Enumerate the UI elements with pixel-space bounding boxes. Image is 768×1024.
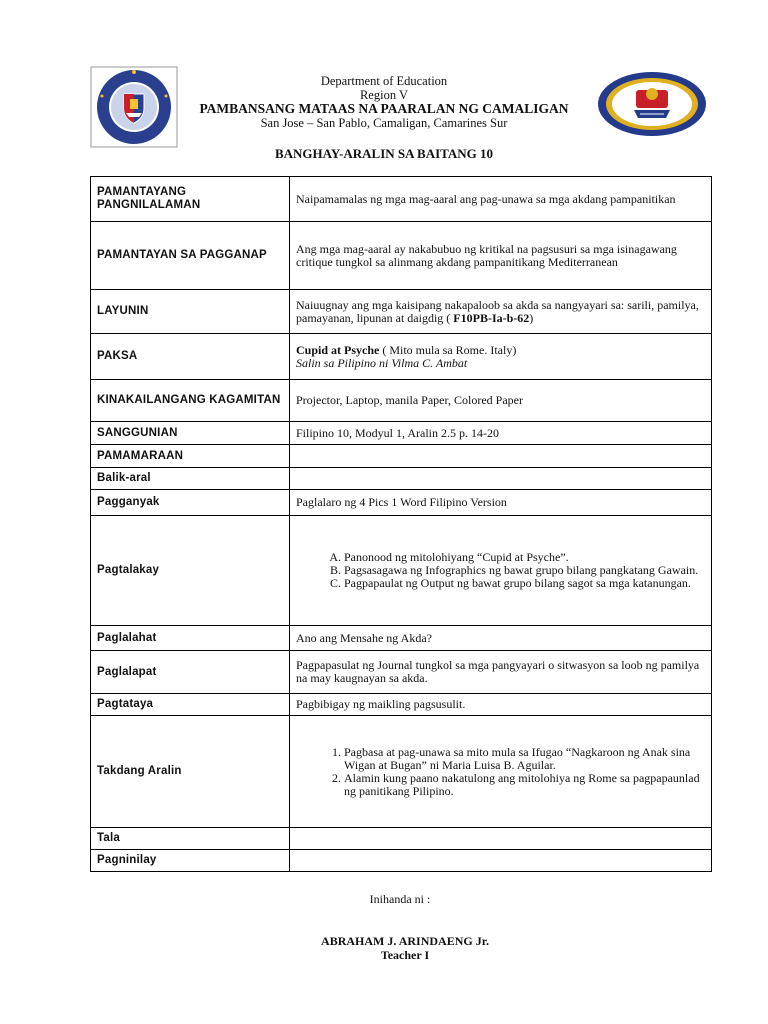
table-row	[91, 380, 712, 422]
table-row	[91, 445, 712, 468]
topic-origin: ( Mito mula sa Rome. Italy)	[379, 342, 517, 357]
row-value	[290, 445, 712, 468]
lesson-plan-table	[90, 176, 712, 872]
school-address: San Jose – San Pablo, Camaligan, Camarines Sur	[260, 116, 508, 130]
signatory-position: Teacher I	[380, 948, 430, 962]
row-value: Paglalaro ng 4 Pics 1 Word Filipino Version	[290, 490, 712, 516]
list-item: 2. Alamin kung paano nakatulong ang mitolohiya ng Rome sa pagpapaunlad ng panitikang Pilipino.	[344, 772, 705, 798]
assignment-list	[296, 746, 705, 798]
row-label: PAMANTAYAN SA PAGGANAP	[91, 222, 290, 290]
row-label: Pagtalakay	[91, 516, 290, 626]
row-label: Balik-aral	[91, 468, 290, 490]
department-name: Department of Education	[320, 74, 448, 88]
prepared-by-label: Inihanda ni :	[369, 892, 431, 906]
row-label: PAMANTAYANG PANGNILALAMAN	[91, 177, 290, 222]
list-item: B. Pagsasagawa ng Infographics ng bawat grupo bilang pangkatang Gawain.	[344, 564, 705, 577]
list-item: A. Panonood ng mitolohiyang “Cupid at Psyche”.	[344, 551, 705, 564]
competency-code: F10PB-Ia-b-62	[453, 310, 530, 325]
row-label: Paglalahat	[91, 626, 290, 651]
row-value: Pagbibigay ng maikling pagsusulit.	[290, 694, 712, 716]
row-label: SANGGUNIAN	[91, 422, 290, 445]
topic-translator: Salin sa Pilipino ni Vilma C. Ambat	[296, 355, 468, 370]
row-label: PAMAMARAAN	[91, 445, 290, 468]
row-value	[290, 468, 712, 490]
row-value	[290, 290, 712, 334]
table-row	[91, 290, 712, 334]
row-value: Ang mga mag-aaral ay nakabubuo ng kritikal na pagsusuri sa mga isinagawang critique tungkol sa alinmang akdang pampanitikang Mediterranean	[290, 222, 712, 290]
school-name: PAMBANSANG MATAAS NA PAARALAN NG CAMALIGAN	[199, 101, 569, 116]
row-label: Pagtataya	[91, 694, 290, 716]
row-value	[290, 828, 712, 850]
table-row	[91, 468, 712, 490]
row-label: Pagninilay	[91, 850, 290, 872]
row-value	[290, 850, 712, 872]
row-value	[290, 716, 712, 828]
row-label: Pagganyak	[91, 490, 290, 516]
table-row	[91, 516, 712, 626]
row-label: LAYUNIN	[91, 290, 290, 334]
table-row	[91, 334, 712, 380]
table-row	[91, 651, 712, 694]
row-label: KINAKAILANGANG KAGAMITAN	[91, 380, 290, 422]
row-label: Paglalapat	[91, 651, 290, 694]
row-value: Filipino 10, Modyul 1, Aralin 2.5 p. 14-20	[290, 422, 712, 445]
signatory-name: ABRAHAM J. ARINDAENG Jr.	[321, 934, 489, 948]
row-value	[290, 334, 712, 380]
table-row	[91, 850, 712, 872]
document-header	[0, 74, 768, 130]
table-row	[91, 626, 712, 651]
table-row	[91, 694, 712, 716]
row-label: PAKSA	[91, 334, 290, 380]
list-item: C. Pagpapaulat ng Output ng bawat grupo bilang sagot sa mga katanungan.	[344, 577, 705, 590]
table-row	[91, 490, 712, 516]
topic-title: Cupid at Psyche	[296, 342, 380, 357]
row-value	[290, 516, 712, 626]
objective-close: )	[529, 310, 534, 325]
row-value: Naipamamalas ng mga mag-aaral ang pag-unawa sa mga akdang pampanitikan	[290, 177, 712, 222]
document-title: BANGHAY-ARALIN SA BAITANG 10	[274, 146, 494, 161]
row-value: Ano ang Mensahe ng Akda?	[290, 626, 712, 651]
region-name: Region V	[359, 88, 409, 102]
objective-text: Naiuugnay ang mga kaisipang nakapaloob sa akda sa nangyayari sa: sarili, pamilya, pamayanan, lipunan at daigdig (	[296, 297, 699, 325]
row-value: Projector, Laptop, manila Paper, Colored Paper	[290, 380, 712, 422]
table-row	[91, 828, 712, 850]
row-label: Tala	[91, 828, 290, 850]
table-row	[91, 422, 712, 445]
table-row	[91, 222, 712, 290]
table-row	[91, 716, 712, 828]
row-value: Pagpapasulat ng Journal tungkol sa mga pangyayari o sitwasyon sa loob ng pamilya na may kaugnayan sa akda.	[290, 651, 712, 694]
discussion-list	[296, 551, 705, 590]
row-label: Takdang Aralin	[91, 716, 290, 828]
list-item: 1. Pagbasa at pag-unawa sa mito mula sa Ifugao “Nagkaroon ng Anak sina Wigan at Bugan” ni Maria Luisa B. Aguilar.	[344, 746, 705, 772]
table-row	[91, 177, 712, 222]
